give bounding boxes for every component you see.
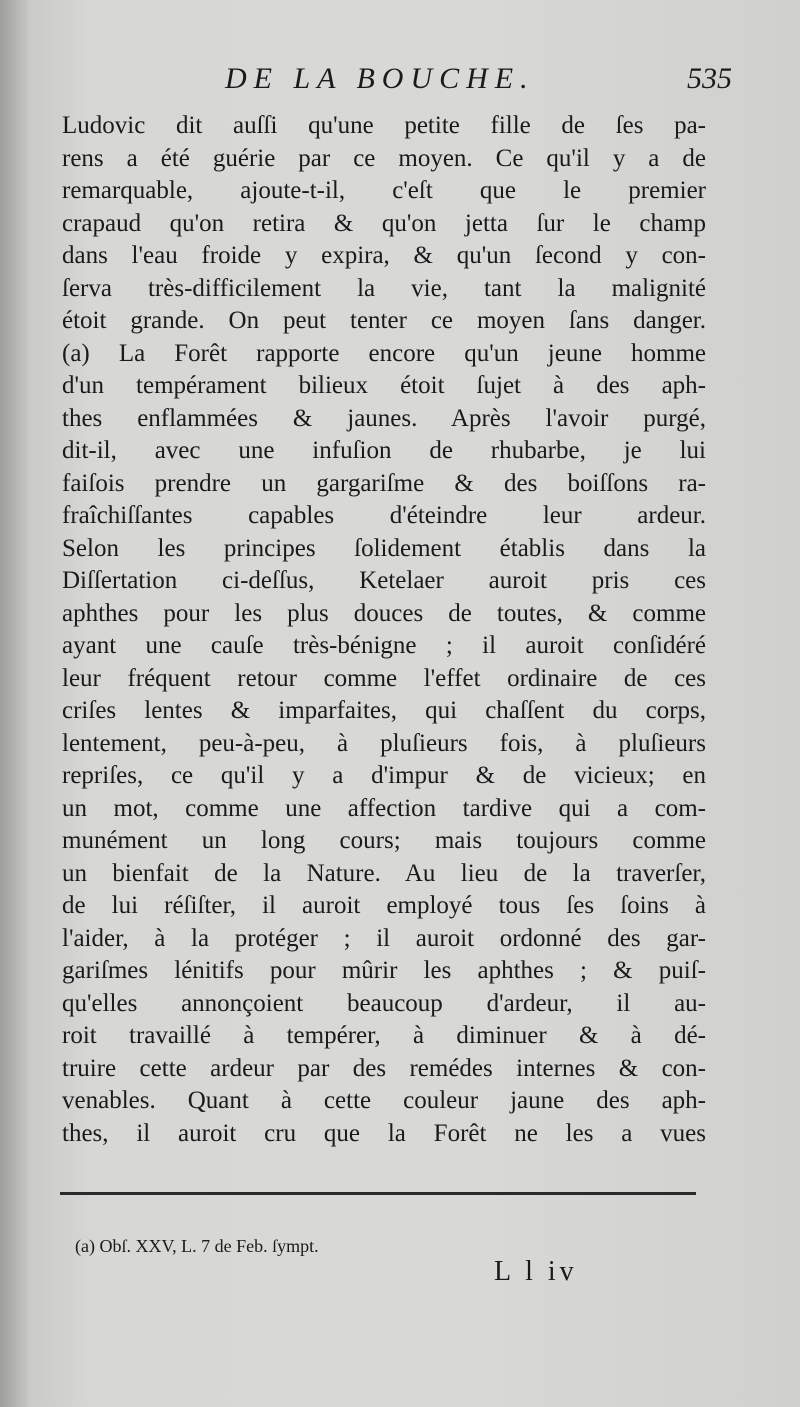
text-line: venables. Quant à cette couleur jaune des aph-	[62, 1087, 706, 1114]
text-line: Diſſertation ci-deſſus, Ketelaer auroit pris ces	[62, 567, 706, 594]
text-line: dans l'eau froide y expira, & qu'un ſecond y con-	[62, 242, 706, 269]
text-line: étoit grande. On peut tenter ce moyen ſans danger.	[62, 307, 706, 334]
page-number: 535	[687, 62, 732, 95]
footnote: (a) Obſ. XXV, L. 7 de Feb. ſympt.	[75, 1236, 319, 1256]
text-line: thes enflammées & jaunes. Après l'avoir purgé,	[62, 404, 706, 432]
text-line: rens a été guérie par ce moyen. Ce qu'il y a de	[62, 144, 706, 172]
text-line: thes, il auroit cru que la Forêt ne les a vues	[62, 1119, 706, 1147]
text-line: aphthes pour les plus douces de toutes, & comme	[62, 599, 706, 627]
text-line: qu'elles annonçoient beaucoup d'ardeur, il au-	[62, 989, 706, 1017]
text-line: Selon les principes ſolidement établis dans la	[62, 534, 706, 562]
text-line: ayant une cauſe très-bénigne ; il auroit conſidéré	[62, 632, 706, 659]
body-text	[62, 110, 706, 1150]
text-line: d'un tempérament bilieux étoit ſujet à des aph-	[62, 372, 706, 399]
text-line: leur fréquent retour comme l'effet ordinaire de ces	[62, 664, 706, 692]
text-line: truire cette ardeur par des remédes internes & con-	[62, 1054, 706, 1082]
text-line: (a) La Forêt rapporte encore qu'un jeune homme	[62, 339, 706, 367]
running-title: DE LA BOUCHE.	[225, 62, 535, 95]
text-line: de lui réſiſter, il auroit employé tous ſes ſoins à	[62, 892, 706, 919]
text-line: l'aider, à la protéger ; il auroit ordonné des gar-	[62, 924, 706, 952]
text-line: gariſmes lénitifs pour mûrir les aphthes ; & puiſ-	[62, 957, 706, 984]
text-line: repriſes, ce qu'il y a d'impur & de vicieux; en	[62, 762, 706, 789]
page-gutter-shadow	[0, 0, 28, 1407]
signature-mark: L l iv	[494, 1256, 578, 1287]
text-line: criſes lentes & imparfaites, qui chaſſent du corps,	[62, 697, 706, 724]
text-line: un mot, comme une affection tardive qui a com-	[62, 794, 706, 822]
footnote-rule	[60, 1192, 696, 1195]
text-line: munément un long cours; mais toujours comme	[62, 827, 706, 854]
text-line: remarquable, ajoute-t-il, c'eſt que le premier	[62, 177, 706, 204]
text-line: roit travaillé à tempérer, à diminuer & à dé-	[62, 1022, 706, 1049]
text-line: dit-il, avec une infuſion de rhubarbe, je lui	[62, 437, 706, 464]
text-line: lentement, peu-à-peu, à pluſieurs fois, à pluſieurs	[62, 729, 706, 757]
text-line: Ludovic dit auſſi qu'une petite fille de ſes pa-	[62, 112, 706, 139]
text-line: faiſois prendre un gargariſme & des boiſſons ra-	[62, 469, 706, 497]
text-line: un bienfait de la Nature. Au lieu de la traverſer,	[62, 859, 706, 887]
text-line: ſerva très-difficilement la vie, tant la malignité	[62, 274, 706, 302]
text-line: crapaud qu'on retira & qu'on jetta ſur le champ	[62, 209, 706, 237]
page-header	[225, 62, 732, 102]
text-line: fraîchiſſantes capables d'éteindre leur ardeur.	[62, 502, 706, 529]
